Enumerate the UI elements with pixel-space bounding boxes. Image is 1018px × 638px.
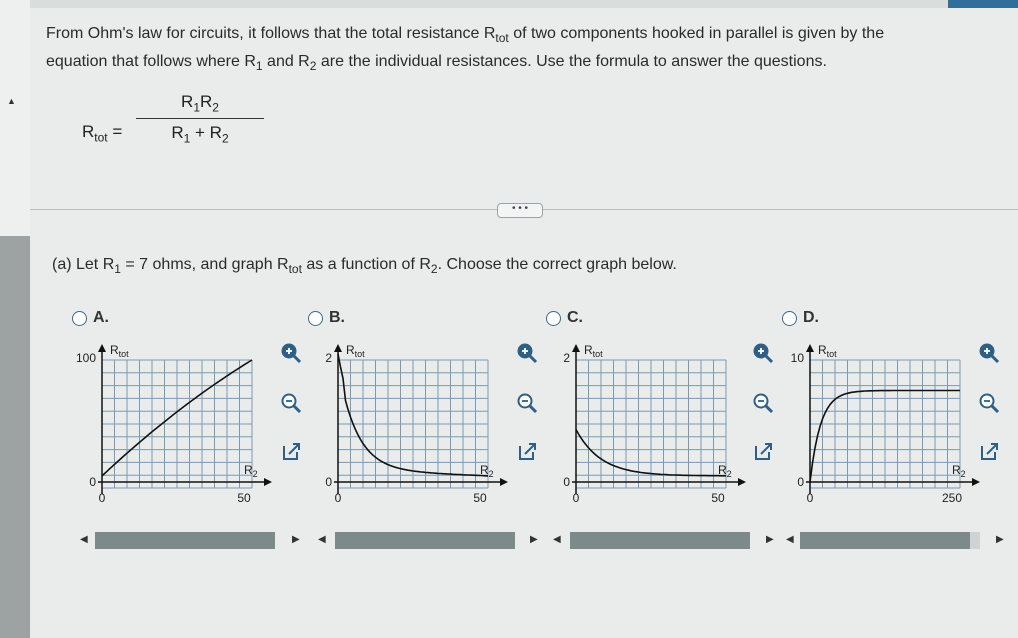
- zoom-out-icon[interactable]: [280, 392, 302, 414]
- y-axis-arrow: [572, 344, 580, 352]
- zoom-in-icon[interactable]: [752, 342, 774, 364]
- option-d-label: D.: [803, 309, 819, 326]
- external-link-icon[interactable]: [752, 440, 774, 462]
- y-max-label: 2: [563, 351, 570, 365]
- y-axis-title: $R_{tot}$: [110, 343, 129, 359]
- y-axis-title: $R_{tot}$: [818, 343, 837, 359]
- y-zero-label: 0: [797, 475, 804, 489]
- x-zero-label: 0: [98, 491, 106, 505]
- collapse-arrow-icon[interactable]: ▲: [7, 96, 16, 106]
- x-axis-title-sub: 2: [488, 469, 494, 479]
- zoom-in-icon[interactable]: [516, 342, 538, 364]
- more-button[interactable]: • • •: [497, 203, 543, 218]
- top-bar: [0, 0, 1018, 8]
- y-axis-arrow: [334, 344, 342, 352]
- graph-option-b: [296, 336, 506, 531]
- y-zero-label: 0: [325, 475, 332, 489]
- scroll-thumb[interactable]: [570, 532, 750, 549]
- scrollbar-option-d[interactable]: [800, 532, 980, 549]
- y-axis-arrow: [98, 344, 106, 352]
- graph-svg: [534, 336, 744, 526]
- x-axis-title: $R_2$: [244, 463, 258, 479]
- option-a-label: A.: [93, 309, 109, 326]
- problem-intro: From Ohm's law for circuits, it follows that the total resistance $R_{tot}$ of two components hooked in parallel is given by the equation that follows where $R_1$ and $R_2$ are the individual resistances. Use the formula to answer the questions.: [46, 25, 885, 74]
- option-c-label: C.: [567, 309, 583, 326]
- x-max-label: 50: [237, 491, 251, 505]
- graph-svg: [768, 336, 978, 526]
- y-axis-title: $R_{tot}$: [584, 343, 603, 359]
- scroll-left-icon[interactable]: ◀: [318, 534, 326, 545]
- option-b-label: B.: [329, 309, 345, 326]
- x-max-label: 50: [473, 491, 487, 505]
- scroll-thumb[interactable]: [800, 532, 970, 549]
- x-axis-arrow: [500, 478, 508, 486]
- x-axis-title-sub: 2: [726, 469, 732, 479]
- formula-fraction: [136, 92, 264, 146]
- scroll-left-icon[interactable]: ◀: [553, 534, 561, 545]
- x-max-label: 50: [711, 491, 725, 505]
- scroll-left-icon[interactable]: ◀: [786, 534, 794, 545]
- graph-option-d: [768, 336, 978, 531]
- scroll-right-icon[interactable]: ▶: [766, 534, 774, 545]
- graph-svg: [296, 336, 506, 526]
- x-max-label: 250: [941, 491, 963, 505]
- option-d-radio[interactable]: [782, 311, 797, 326]
- left-panel: [0, 0, 30, 236]
- y-axis-title-sub: tot: [592, 349, 603, 359]
- x-zero-label: 0: [806, 491, 814, 505]
- y-zero-label: 0: [563, 475, 570, 489]
- scroll-left-icon[interactable]: ◀: [80, 534, 88, 545]
- y-axis-arrow: [806, 344, 814, 352]
- y-zero-label: 0: [89, 475, 96, 489]
- x-zero-label: 0: [572, 491, 580, 505]
- x-axis-arrow: [738, 478, 746, 486]
- question-a: (a) Let $R_1 = 7$ ohms, and graph $R_{tot}$ as a function of $R_2$. Choose the correct graph below.: [52, 256, 677, 277]
- graph-option-c: [534, 336, 744, 531]
- scrollbar-option-b[interactable]: [335, 532, 515, 549]
- scroll-thumb[interactable]: [335, 532, 515, 549]
- scrollbar-option-c[interactable]: [570, 532, 750, 549]
- y-max-label: 10: [790, 351, 804, 365]
- zoom-in-icon[interactable]: [280, 342, 302, 364]
- graph-svg: [60, 336, 270, 526]
- x-axis-arrow: [972, 478, 980, 486]
- zoom-in-icon[interactable]: [978, 342, 1000, 364]
- y-max-label: 2: [325, 351, 332, 365]
- scroll-right-icon[interactable]: ▶: [996, 534, 1004, 545]
- external-link-icon[interactable]: [280, 440, 302, 462]
- y-max-label: 100: [75, 351, 96, 365]
- option-a-radio[interactable]: [72, 311, 87, 326]
- top-bar-accent: [948, 0, 1018, 8]
- x-axis-arrow: [264, 478, 272, 486]
- y-axis-title-sub: tot: [826, 349, 837, 359]
- y-axis-title: $R_{tot}$: [346, 343, 365, 359]
- left-scroll-panel[interactable]: [0, 236, 30, 638]
- x-axis-title: $R_2$: [718, 463, 732, 479]
- y-axis-title-sub: tot: [118, 349, 129, 359]
- x-axis-title-sub: 2: [252, 469, 258, 479]
- zoom-out-icon[interactable]: [752, 392, 774, 414]
- scroll-thumb[interactable]: [95, 532, 275, 549]
- y-axis-title-sub: tot: [354, 349, 365, 359]
- x-axis-title: $R_2$: [480, 463, 494, 479]
- formula-denominator: $R_1 + R_2$: [171, 123, 229, 146]
- zoom-out-icon[interactable]: [516, 392, 538, 414]
- x-axis-title-sub: 2: [960, 469, 966, 479]
- formula-numerator: $R_1R_2$: [181, 92, 219, 115]
- scrollbar-option-a[interactable]: [95, 532, 275, 549]
- external-link-icon[interactable]: [978, 440, 1000, 462]
- external-link-icon[interactable]: [516, 440, 538, 462]
- graph-option-a: [60, 336, 270, 531]
- x-axis-title: $R_2$: [952, 463, 966, 479]
- zoom-out-icon[interactable]: [978, 392, 1000, 414]
- x-zero-label: 0: [334, 491, 342, 505]
- option-c-radio[interactable]: [546, 311, 561, 326]
- scroll-right-icon[interactable]: ▶: [292, 534, 300, 545]
- option-b-radio[interactable]: [308, 311, 323, 326]
- scroll-right-icon[interactable]: ▶: [530, 534, 538, 545]
- formula-lhs: $R_{tot}$ =: [82, 122, 123, 145]
